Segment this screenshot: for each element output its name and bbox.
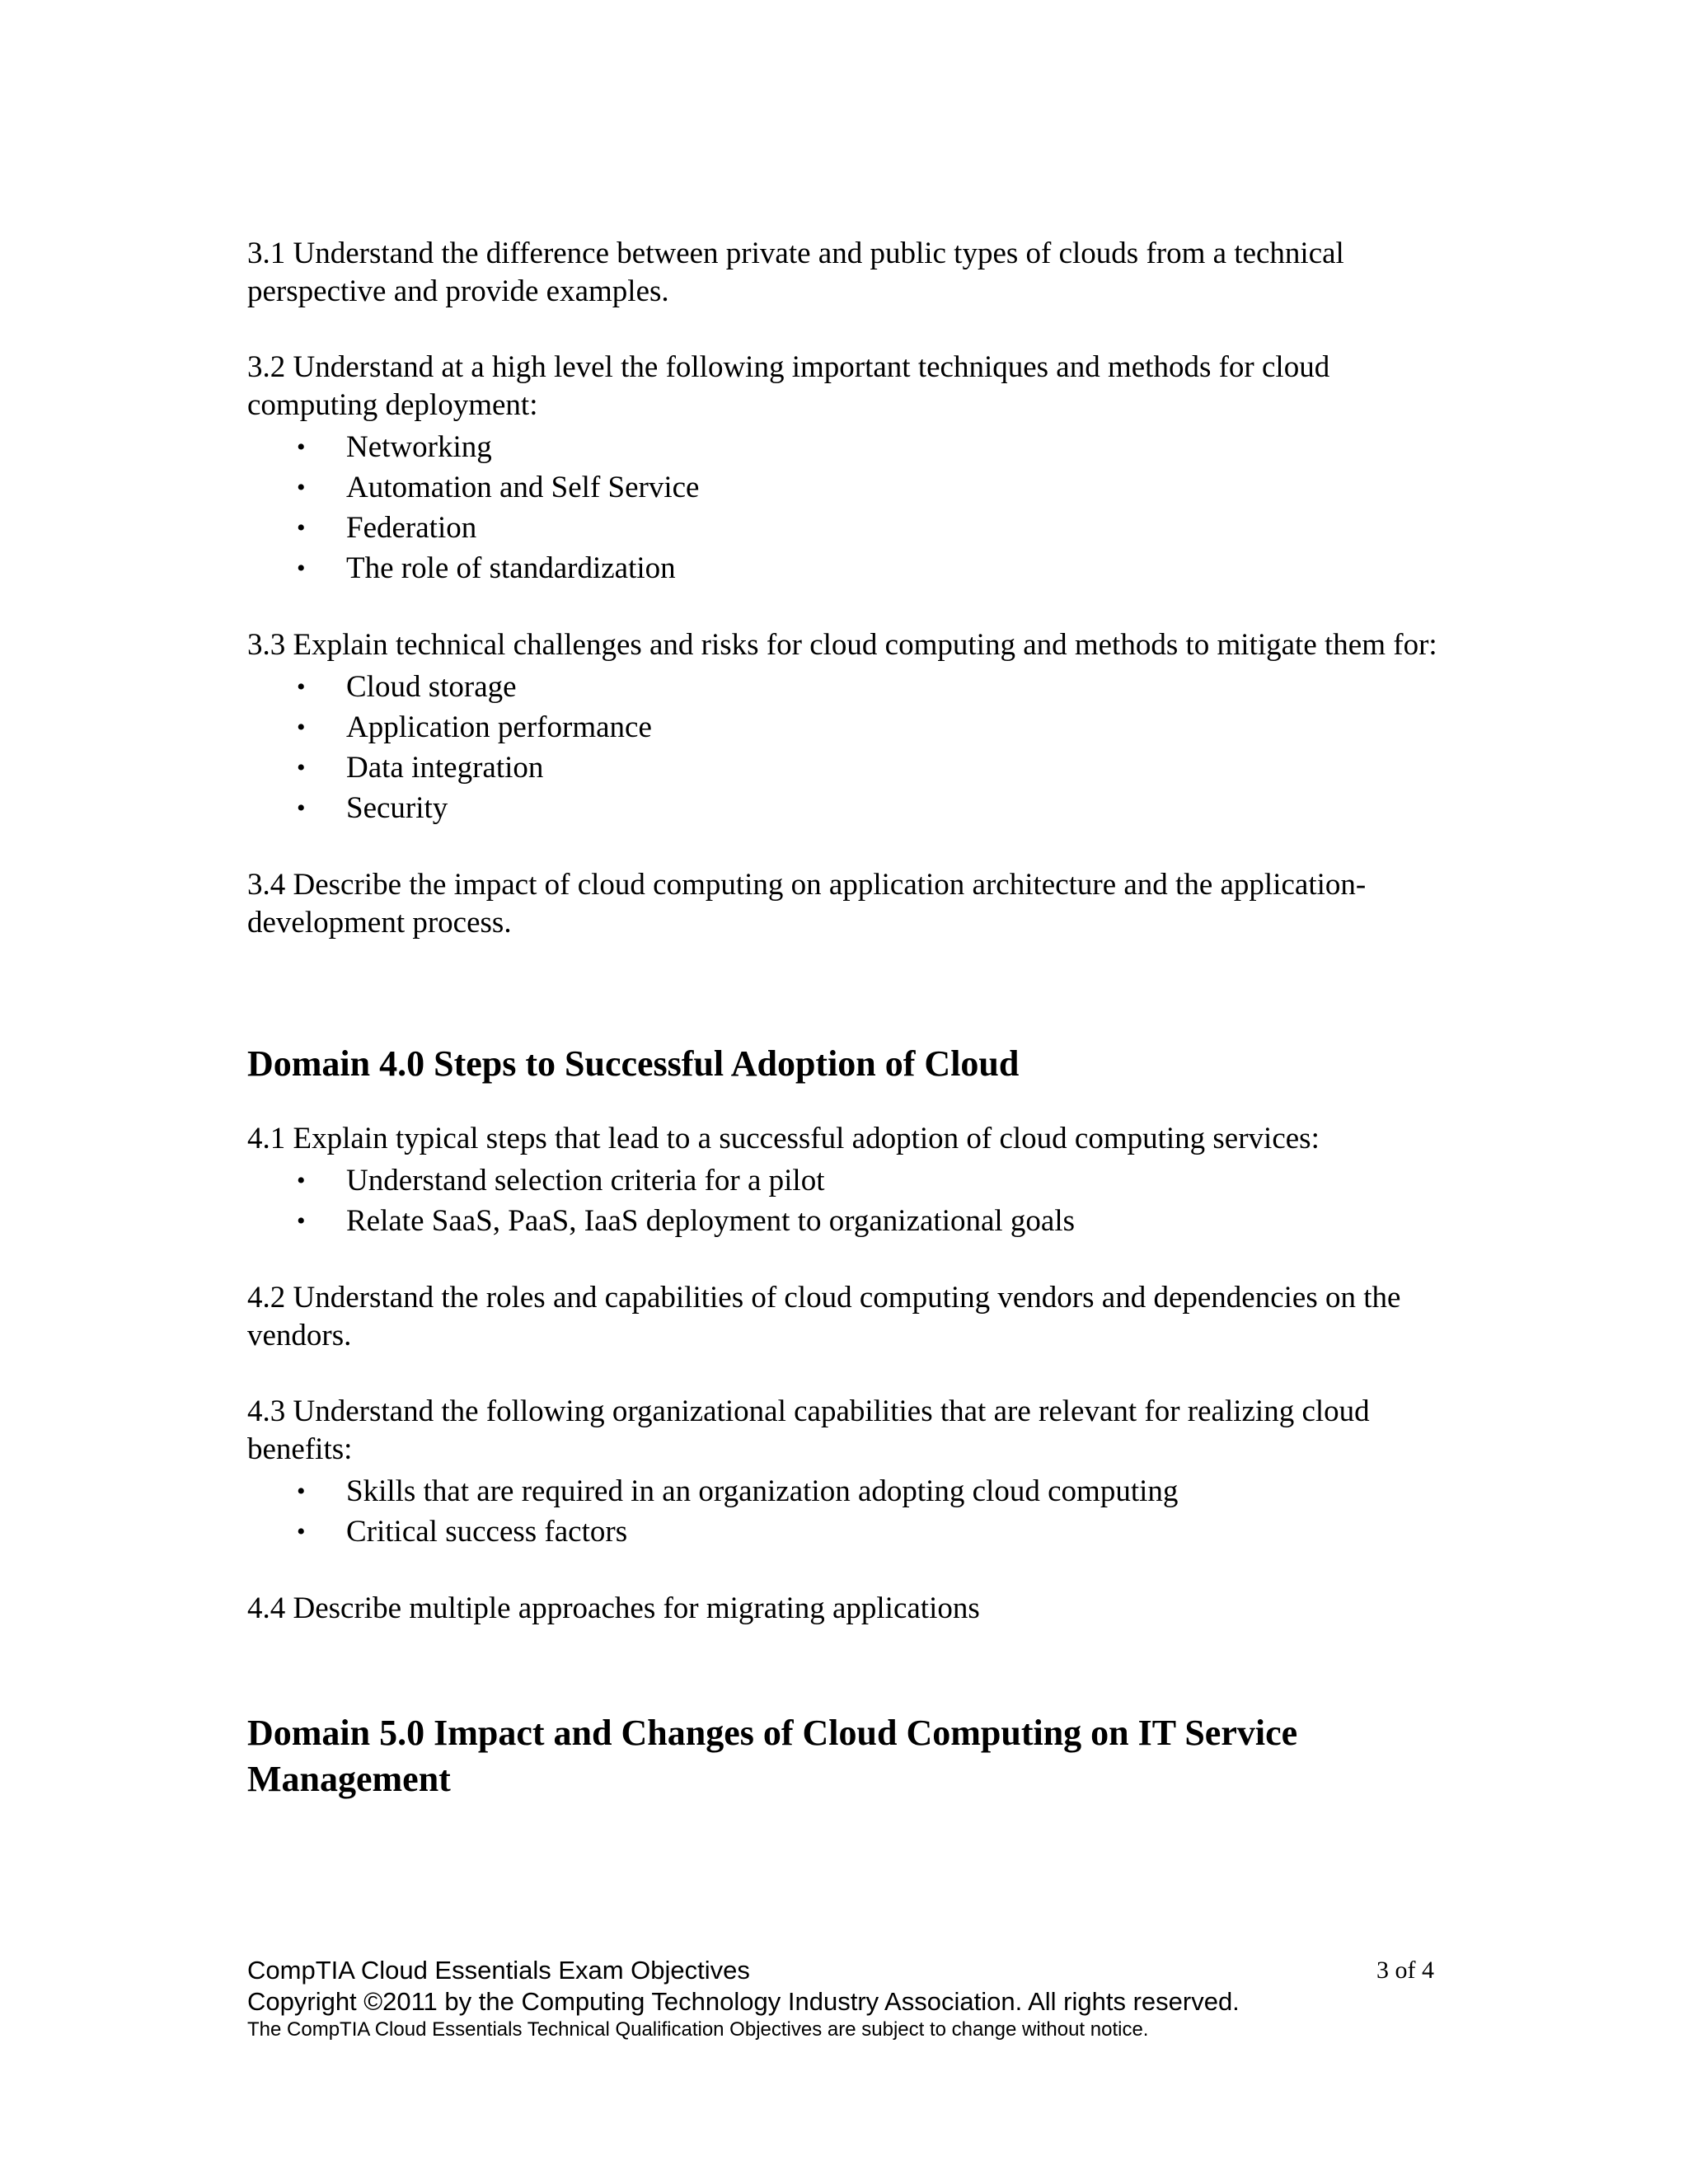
bullet-icon: • bbox=[297, 1207, 306, 1235]
list-item bbox=[247, 467, 1451, 508]
objective-text: 4.2 Understand the roles and capabilities of cloud computing vendors and dependencies on the vendors. bbox=[247, 1281, 1401, 1352]
objective-text: 4.1 Explain typical steps that lead to a successful adoption of cloud computing services: bbox=[247, 1122, 1320, 1155]
list-item-text: Relate SaaS, PaaS, IaaS deployment to organizational goals bbox=[346, 1204, 1076, 1238]
bullet-icon: • bbox=[297, 555, 306, 582]
domain-5-heading-line2: Management bbox=[247, 1759, 451, 1799]
objective-text: 3.1 Understand the difference between private and public types of clouds from a technical perspective and provide examples. bbox=[247, 237, 1344, 308]
list-item bbox=[247, 667, 1451, 707]
objective-3-2 bbox=[247, 349, 1451, 588]
bullet-list bbox=[247, 1160, 1451, 1241]
list-item bbox=[247, 788, 1451, 828]
list-item bbox=[247, 427, 1451, 467]
list-item-text: Data integration bbox=[346, 751, 544, 785]
list-item bbox=[247, 1160, 1451, 1201]
bullet-icon: • bbox=[297, 714, 306, 741]
objective-4-4 bbox=[247, 1590, 1451, 1628]
list-item bbox=[247, 1511, 1451, 1552]
list-item bbox=[247, 508, 1451, 548]
document-body bbox=[247, 235, 1451, 1802]
page-footer bbox=[247, 1955, 1434, 2042]
list-item-text: Cloud storage bbox=[346, 670, 517, 704]
bullet-icon: • bbox=[297, 514, 306, 541]
objective-4-3 bbox=[247, 1393, 1451, 1552]
bullet-icon: • bbox=[297, 434, 306, 461]
list-item-text: Critical success factors bbox=[346, 1515, 628, 1549]
bullet-icon: • bbox=[297, 754, 306, 781]
objective-3-3 bbox=[247, 626, 1451, 828]
bullet-icon: • bbox=[297, 794, 306, 822]
footer-title: CompTIA Cloud Essentials Exam Objectives bbox=[247, 1956, 750, 1985]
domain-5-heading bbox=[247, 1710, 1451, 1802]
objective-4-1 bbox=[247, 1120, 1451, 1241]
bullet-icon: • bbox=[297, 1518, 306, 1545]
list-item bbox=[247, 1471, 1451, 1511]
list-item-text: The role of standardization bbox=[346, 551, 676, 585]
footer-notice: The CompTIA Cloud Essentials Technical Qualification Objectives are subject to change without notice. bbox=[247, 2018, 1149, 2041]
bullet-list bbox=[247, 427, 1451, 588]
list-item bbox=[247, 748, 1451, 788]
objective-3-4 bbox=[247, 866, 1451, 942]
bullet-list bbox=[247, 667, 1451, 828]
domain-5-heading-line1: Domain 5.0 Impact and Changes of Cloud Computing on IT Service bbox=[247, 1713, 1298, 1753]
list-item-text: Automation and Self Service bbox=[346, 471, 700, 504]
list-item-text: Networking bbox=[346, 430, 492, 464]
domain-4-heading: Domain 4.0 Steps to Successful Adoption of Cloud bbox=[247, 1043, 1020, 1084]
objective-text: 3.4 Describe the impact of cloud computing on application architecture and the application-development process. bbox=[247, 868, 1367, 940]
objective-3-1 bbox=[247, 235, 1451, 311]
list-item-text: Security bbox=[346, 791, 448, 825]
list-item bbox=[247, 707, 1451, 748]
objective-text: 3.3 Explain technical challenges and risks for cloud computing and methods to mitigate them for: bbox=[247, 628, 1437, 662]
list-item bbox=[247, 1201, 1451, 1241]
list-item-text: Federation bbox=[346, 511, 477, 545]
bullet-icon: • bbox=[297, 474, 306, 501]
objective-text: 4.4 Describe multiple approaches for migrating applications bbox=[247, 1591, 980, 1625]
bullet-list bbox=[247, 1471, 1451, 1552]
list-item-text: Application performance bbox=[346, 710, 652, 744]
objective-text: 3.2 Understand at a high level the following important techniques and methods for cloud computing deployment: bbox=[247, 350, 1330, 422]
list-item-text: Understand selection criteria for a pilot bbox=[346, 1164, 825, 1197]
objective-4-2 bbox=[247, 1279, 1451, 1355]
list-item bbox=[247, 548, 1451, 588]
list-item-text: Skills that are required in an organization adopting cloud computing bbox=[346, 1474, 1179, 1508]
footer-row bbox=[247, 1955, 1434, 1986]
bullet-icon: • bbox=[297, 1478, 306, 1505]
bullet-icon: • bbox=[297, 673, 306, 701]
bullet-icon: • bbox=[297, 1167, 306, 1194]
page-number: 3 of 4 bbox=[1376, 1957, 1434, 1984]
footer-copyright: Copyright ©2011 by the Computing Technology Industry Association. All rights reserved. bbox=[247, 1987, 1240, 2016]
objective-text: 4.3 Understand the following organizational capabilities that are relevant for realizing cloud benefits: bbox=[247, 1394, 1370, 1466]
